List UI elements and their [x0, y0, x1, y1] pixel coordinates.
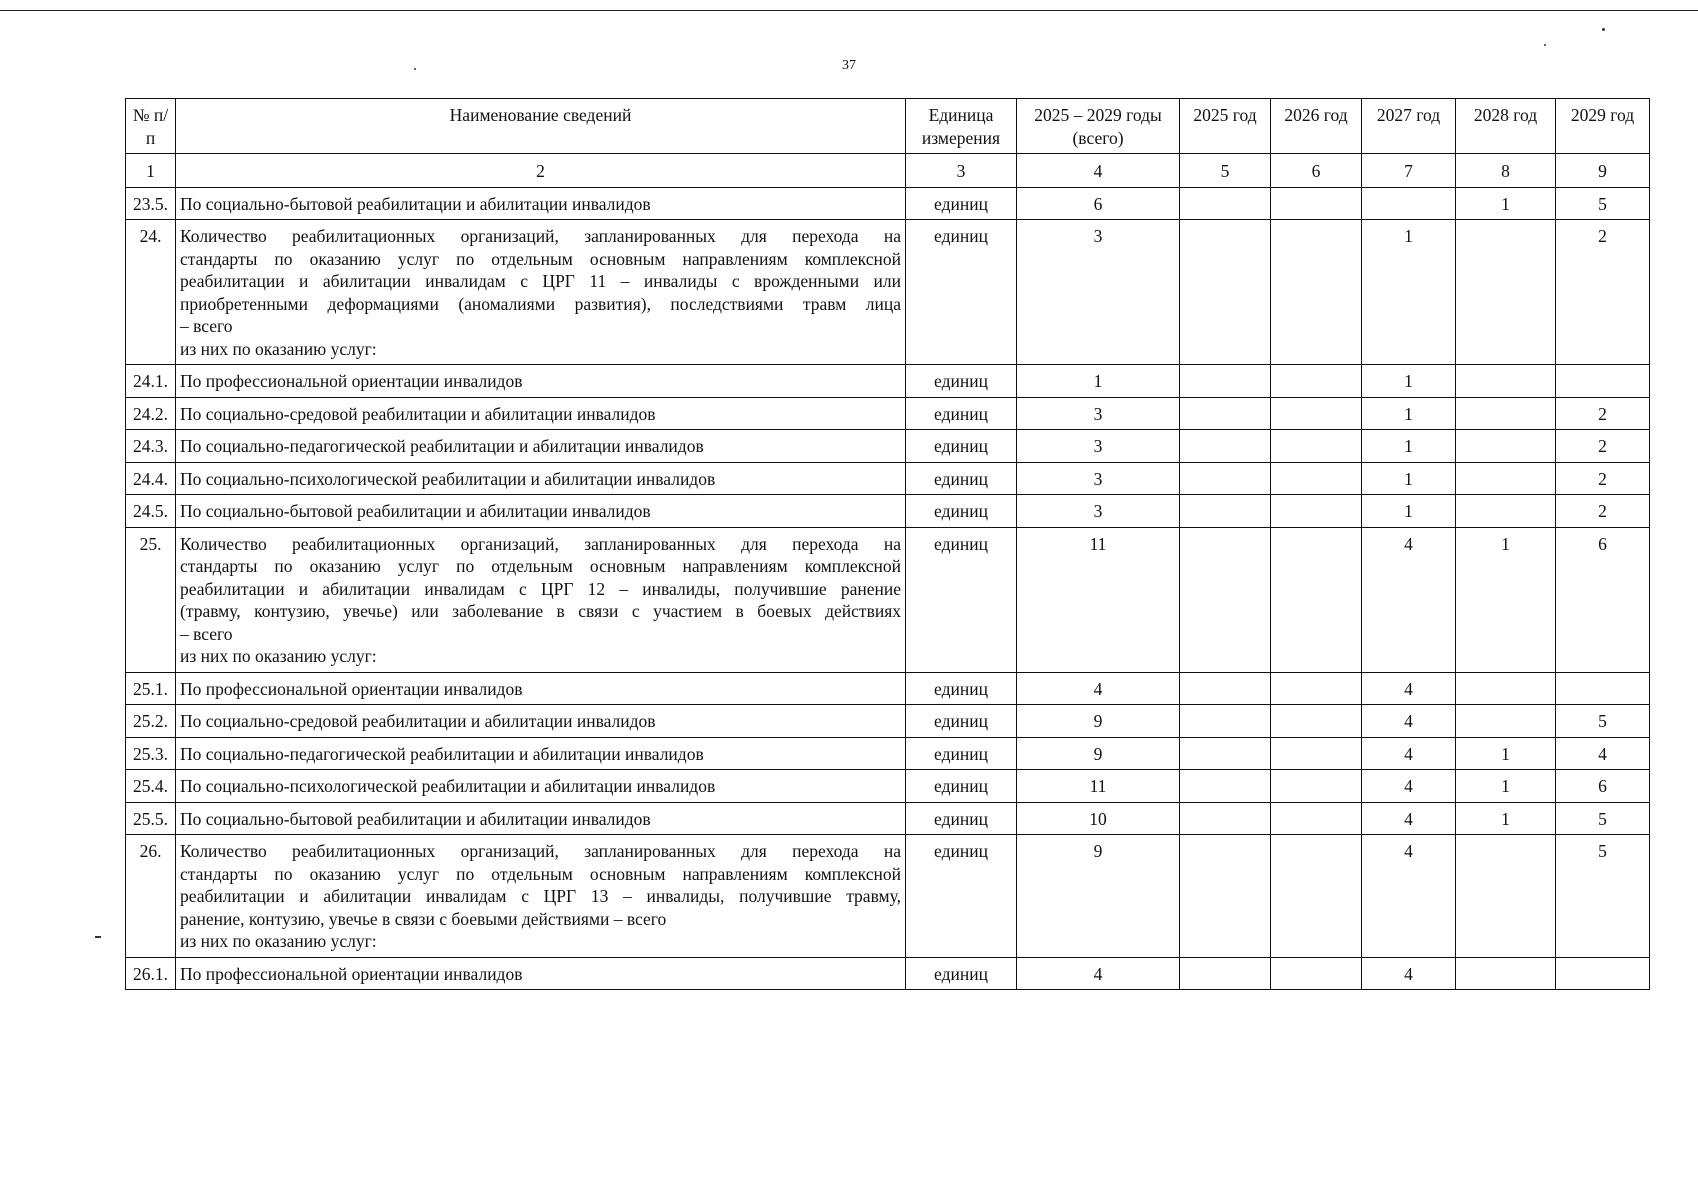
header-name: Наименование сведений — [176, 99, 906, 154]
cell-2028: 1 — [1456, 770, 1556, 803]
cell-2029: 2 — [1556, 462, 1650, 495]
name-line: По социально-средовой реабилитации и абилитации инвалидов — [180, 403, 656, 424]
cell-name — [176, 462, 906, 495]
cell-2028: 1 — [1456, 187, 1556, 220]
column-index: 5 — [1180, 154, 1271, 188]
cell-number: 26. — [126, 835, 176, 958]
cell-2029: 2 — [1556, 430, 1650, 463]
name-line: По социально-бытовой реабилитации и абилитации инвалидов — [180, 501, 651, 521]
cell-name — [176, 220, 906, 365]
cell-2027: 4 — [1362, 770, 1456, 803]
cell-name — [176, 957, 906, 990]
cell-2026 — [1271, 527, 1362, 672]
cell-2026 — [1271, 957, 1362, 990]
cell-2027: 4 — [1362, 835, 1456, 958]
table-header-row — [126, 99, 1650, 154]
cell-2028 — [1456, 495, 1556, 528]
cell-unit: единиц — [906, 672, 1017, 705]
name-line: из них по оказанию услуг: — [180, 338, 377, 359]
name-line: стандарты по оказанию услуг по отдельным основным направлениям комплексной — [180, 248, 901, 269]
column-index: 8 — [1456, 154, 1556, 188]
cell-2029: 4 — [1556, 737, 1650, 770]
cell-2026 — [1271, 802, 1362, 835]
cell-2027: 1 — [1362, 430, 1456, 463]
cell-2025 — [1180, 672, 1271, 705]
name-line: Количество реабилитационных организаций, запланированных для перехода на — [180, 841, 901, 861]
cell-2027: 1 — [1362, 462, 1456, 495]
cell-unit: единиц — [906, 495, 1017, 528]
cell-2025 — [1180, 957, 1271, 990]
name-line: Количество реабилитационных организаций, запланированных для перехода на — [180, 226, 901, 246]
scan-speck — [1544, 44, 1546, 46]
cell-number: 25.4. — [126, 770, 176, 803]
name-line: реабилитации и абилитации инвалидам с ЦРГ 11 – инвалиды с врожденными или — [180, 271, 901, 291]
cell-total: 11 — [1017, 527, 1180, 672]
cell-2026 — [1271, 365, 1362, 398]
cell-unit: единиц — [906, 802, 1017, 835]
cell-name — [176, 672, 906, 705]
name-line: реабилитации и абилитации инвалидам с ЦРГ 13 – инвалиды, получившие травму, — [180, 886, 901, 906]
cell-unit: единиц — [906, 737, 1017, 770]
column-index: 6 — [1271, 154, 1362, 188]
cell-2029: 6 — [1556, 770, 1650, 803]
table-row — [126, 462, 1650, 495]
cell-total: 11 — [1017, 770, 1180, 803]
table-row — [126, 957, 1650, 990]
cell-name — [176, 802, 906, 835]
cell-name — [176, 397, 906, 430]
cell-name — [176, 770, 906, 803]
header-2027: 2027 год — [1362, 99, 1456, 154]
cell-2027: 1 — [1362, 397, 1456, 430]
table-row — [126, 527, 1650, 672]
cell-number: 24.3. — [126, 430, 176, 463]
cell-name — [176, 705, 906, 738]
header-2029: 2029 год — [1556, 99, 1650, 154]
cell-name — [176, 365, 906, 398]
header-unit: Единица измерения — [906, 99, 1017, 154]
name-line: По профессиональной ориентации инвалидов — [180, 963, 523, 984]
table-row — [126, 187, 1650, 220]
name-line: По социально-бытовой реабилитации и абилитации инвалидов — [180, 808, 651, 829]
cell-2029: 2 — [1556, 397, 1650, 430]
cell-2026 — [1271, 187, 1362, 220]
cell-number: 25.5. — [126, 802, 176, 835]
cell-2029: 5 — [1556, 187, 1650, 220]
cell-2025 — [1180, 187, 1271, 220]
cell-2028: 1 — [1456, 802, 1556, 835]
cell-total: 3 — [1017, 495, 1180, 528]
cell-unit: единиц — [906, 430, 1017, 463]
table-row — [126, 672, 1650, 705]
cell-name — [176, 737, 906, 770]
cell-unit: единиц — [906, 365, 1017, 398]
cell-2028 — [1456, 397, 1556, 430]
cell-2027: 4 — [1362, 802, 1456, 835]
cell-total: 3 — [1017, 462, 1180, 495]
table-row — [126, 705, 1650, 738]
cell-2026 — [1271, 220, 1362, 365]
cell-2028 — [1456, 430, 1556, 463]
name-line: По социально-психологической реабилитации и абилитации инвалидов — [180, 468, 716, 489]
name-line: (травму, контузию, увечье) или заболевание в связи с участием в боевых действиях — [180, 601, 901, 621]
cell-number: 23.5. — [126, 187, 176, 220]
cell-2027: 1 — [1362, 495, 1456, 528]
scan-speck — [1602, 28, 1605, 31]
cell-total: 10 — [1017, 802, 1180, 835]
name-line: По социально-средовой реабилитации и абилитации инвалидов — [180, 711, 656, 731]
table-row — [126, 802, 1650, 835]
cell-2028 — [1456, 672, 1556, 705]
name-line: ранение, контузию, увечье в связи с боевыми действиями – всего — [180, 908, 667, 929]
cell-2025 — [1180, 430, 1271, 463]
cell-2026 — [1271, 672, 1362, 705]
cell-2026 — [1271, 397, 1362, 430]
column-index: 3 — [906, 154, 1017, 188]
cell-2028 — [1456, 365, 1556, 398]
cell-2026 — [1271, 495, 1362, 528]
column-index: 4 — [1017, 154, 1180, 188]
cell-2029: 2 — [1556, 220, 1650, 365]
name-line: – всего — [180, 316, 233, 336]
cell-total: 3 — [1017, 397, 1180, 430]
cell-2029 — [1556, 957, 1650, 990]
name-line: Количество реабилитационных организаций, запланированных для перехода на — [180, 533, 901, 554]
name-line: По социально-педагогической реабилитации и абилитации инвалидов — [180, 436, 704, 456]
cell-2029: 2 — [1556, 495, 1650, 528]
cell-2027: 4 — [1362, 705, 1456, 738]
cell-2029: 5 — [1556, 705, 1650, 738]
cell-total: 9 — [1017, 835, 1180, 958]
cell-total: 4 — [1017, 672, 1180, 705]
cell-2027 — [1362, 187, 1456, 220]
cell-2029: 5 — [1556, 802, 1650, 835]
cell-2029 — [1556, 365, 1650, 398]
cell-2026 — [1271, 430, 1362, 463]
cell-total: 9 — [1017, 705, 1180, 738]
name-line: реабилитации и абилитации инвалидам с ЦРГ 12 – инвалиды, получившие ранение — [180, 578, 901, 599]
cell-number: 25.3. — [126, 737, 176, 770]
cell-2028 — [1456, 957, 1556, 990]
cell-2029: 5 — [1556, 835, 1650, 958]
name-line: По социально-педагогической реабилитации и абилитации инвалидов — [180, 743, 704, 764]
header-2028: 2028 год — [1456, 99, 1556, 154]
table-row — [126, 835, 1650, 958]
cell-unit: единиц — [906, 397, 1017, 430]
name-line: – всего — [180, 623, 233, 644]
cell-number: 24.4. — [126, 462, 176, 495]
cell-unit: единиц — [906, 770, 1017, 803]
column-index-row — [126, 154, 1650, 188]
cell-name — [176, 187, 906, 220]
cell-total: 3 — [1017, 220, 1180, 365]
table-row — [126, 220, 1650, 365]
cell-2025 — [1180, 527, 1271, 672]
header-num: № п/п — [126, 99, 176, 154]
cell-2026 — [1271, 770, 1362, 803]
header-total: 2025 – 2029 годы (всего) — [1017, 99, 1180, 154]
name-line: из них по оказанию услуг: — [180, 931, 377, 951]
table-row — [126, 770, 1650, 803]
column-index: 7 — [1362, 154, 1456, 188]
cell-2026 — [1271, 462, 1362, 495]
cell-unit: единиц — [906, 462, 1017, 495]
column-index: 1 — [126, 154, 176, 188]
cell-2027: 4 — [1362, 672, 1456, 705]
table-body — [126, 187, 1650, 990]
cell-unit: единиц — [906, 527, 1017, 672]
scan-speck — [95, 936, 101, 938]
cell-number: 24.2. — [126, 397, 176, 430]
cell-unit: единиц — [906, 220, 1017, 365]
cell-number: 24.1. — [126, 365, 176, 398]
cell-2025 — [1180, 770, 1271, 803]
cell-2027: 4 — [1362, 527, 1456, 672]
cell-unit: единиц — [906, 835, 1017, 958]
table-row — [126, 430, 1650, 463]
cell-2026 — [1271, 705, 1362, 738]
cell-2029 — [1556, 672, 1650, 705]
cell-name — [176, 430, 906, 463]
cell-number: 24. — [126, 220, 176, 365]
table-row — [126, 397, 1650, 430]
cell-total: 3 — [1017, 430, 1180, 463]
name-line: из них по оказанию услуг: — [180, 646, 377, 666]
cell-2025 — [1180, 705, 1271, 738]
data-table — [125, 98, 1650, 990]
cell-2027: 4 — [1362, 737, 1456, 770]
name-line: По социально-бытовой реабилитации и абилитации инвалидов — [180, 193, 651, 214]
cell-2028: 1 — [1456, 527, 1556, 672]
cell-2025 — [1180, 737, 1271, 770]
cell-name — [176, 527, 906, 672]
cell-name — [176, 495, 906, 528]
cell-unit: единиц — [906, 187, 1017, 220]
cell-2028: 1 — [1456, 737, 1556, 770]
cell-2025 — [1180, 220, 1271, 365]
header-2025: 2025 год — [1180, 99, 1271, 154]
cell-number: 25.2. — [126, 705, 176, 738]
cell-total: 9 — [1017, 737, 1180, 770]
cell-2028 — [1456, 462, 1556, 495]
name-line: стандарты по оказанию услуг по отдельным основным направлениям комплексной — [180, 863, 901, 884]
cell-2025 — [1180, 802, 1271, 835]
page-number: 37 — [842, 58, 856, 73]
cell-2028 — [1456, 220, 1556, 365]
cell-2027: 1 — [1362, 220, 1456, 365]
name-line: стандарты по оказанию услуг по отдельным основным направлениям комплексной — [180, 556, 901, 576]
cell-2025 — [1180, 835, 1271, 958]
header-2026: 2026 год — [1271, 99, 1362, 154]
scan-speck — [414, 68, 416, 70]
cell-number: 24.5. — [126, 495, 176, 528]
cell-2028 — [1456, 835, 1556, 958]
name-line: приобретенными деформациями (аномалиями развития), последствиями травм лица — [180, 293, 901, 314]
cell-2026 — [1271, 737, 1362, 770]
cell-2025 — [1180, 365, 1271, 398]
name-line: По профессиональной ориентации инвалидов — [180, 678, 523, 699]
cell-name — [176, 835, 906, 958]
cell-number: 26.1. — [126, 957, 176, 990]
cell-number: 25. — [126, 527, 176, 672]
table-row — [126, 737, 1650, 770]
cell-2027: 4 — [1362, 957, 1456, 990]
column-index: 9 — [1556, 154, 1650, 188]
cell-2029: 6 — [1556, 527, 1650, 672]
cell-unit: единиц — [906, 957, 1017, 990]
cell-unit: единиц — [906, 705, 1017, 738]
cell-2028 — [1456, 705, 1556, 738]
cell-total: 4 — [1017, 957, 1180, 990]
top-border-line — [0, 10, 1698, 11]
cell-2026 — [1271, 835, 1362, 958]
cell-2027: 1 — [1362, 365, 1456, 398]
cell-total: 6 — [1017, 187, 1180, 220]
cell-2025 — [1180, 495, 1271, 528]
name-line: По социально-психологической реабилитации и абилитации инвалидов — [180, 776, 716, 796]
cell-total: 1 — [1017, 365, 1180, 398]
cell-2025 — [1180, 462, 1271, 495]
cell-number: 25.1. — [126, 672, 176, 705]
name-line: По профессиональной ориентации инвалидов — [180, 371, 523, 391]
cell-2025 — [1180, 397, 1271, 430]
column-index: 2 — [176, 154, 906, 188]
table-row — [126, 365, 1650, 398]
table-row — [126, 495, 1650, 528]
